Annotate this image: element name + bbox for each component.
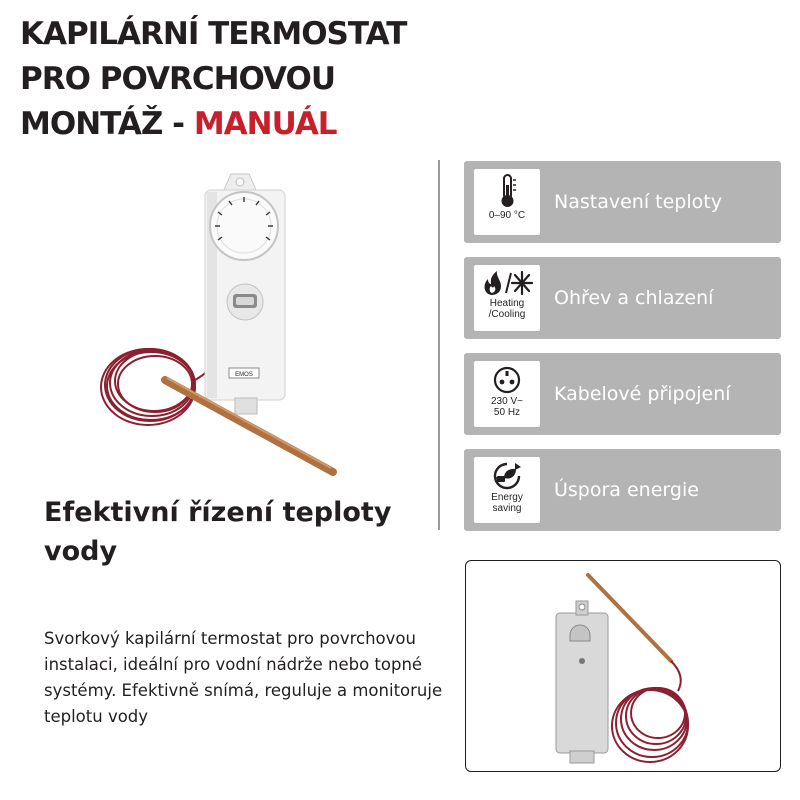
feature-label: Kabelové připojení	[554, 383, 731, 405]
cable-gland	[235, 398, 257, 414]
product-image-thermostat	[95, 170, 395, 490]
product-description: Svorkový kapilární termostat pro povrchovou instalaci, ideální pro vodní nádrže nebo topné systémy. Efektivně snímá, reguluje a monitoruje teplotu vody	[44, 629, 443, 726]
feature-list	[464, 161, 781, 545]
section-heading: Efektivní řízení teploty vody	[44, 497, 392, 567]
title-line-3	[20, 102, 440, 147]
caption-line: Energy	[491, 492, 523, 503]
page-title	[20, 12, 440, 147]
feature-caption	[491, 492, 523, 514]
capillary-coil	[101, 349, 210, 425]
inset-capillary-coil	[612, 661, 688, 762]
feature-icon-box	[474, 265, 540, 331]
mounted-thermostat-image	[466, 561, 780, 771]
feature-cable-connection	[464, 353, 781, 435]
caption-line: /Cooling	[488, 309, 526, 320]
brand-label-text: EMOS	[235, 372, 253, 378]
feature-energy-saving	[464, 449, 781, 531]
feature-label: Nastavení teploty	[554, 191, 722, 213]
title-accent-manual: MANUÁL	[193, 106, 337, 142]
title-line-1: KAPILÁRNÍ TERMOSTAT	[20, 16, 407, 52]
energy-saving-plug-icon	[491, 461, 523, 491]
caption-line: 50 Hz	[493, 407, 521, 418]
title-line-2: PRO POVRCHOVOU	[20, 61, 336, 97]
caption-line: 0–90 °C	[488, 210, 526, 221]
thermometer-icon	[492, 173, 522, 209]
socket-icon	[492, 365, 522, 395]
caption-line: 230 V~	[491, 396, 523, 407]
feature-caption	[491, 396, 523, 418]
feature-icon-box	[474, 361, 540, 427]
feature-heating-cooling	[464, 257, 781, 339]
caption-line: Heating	[489, 298, 525, 309]
feature-temperature-setting	[464, 161, 781, 243]
feature-icon-box	[474, 457, 540, 523]
feature-label: Ohřev a chlazení	[554, 287, 714, 309]
title-line-3-plain: MONTÁŽ -	[20, 106, 194, 142]
vertical-divider	[438, 160, 440, 530]
temperature-dial	[210, 192, 278, 260]
flame-snowflake-icon	[481, 269, 533, 297]
caption-line: saving	[492, 503, 522, 514]
feature-caption	[489, 210, 525, 221]
feature-caption	[489, 298, 526, 320]
feature-label: Úspora energie	[554, 479, 699, 501]
feature-icon-box	[474, 169, 540, 235]
mounted-thermostat-photo	[465, 560, 781, 772]
